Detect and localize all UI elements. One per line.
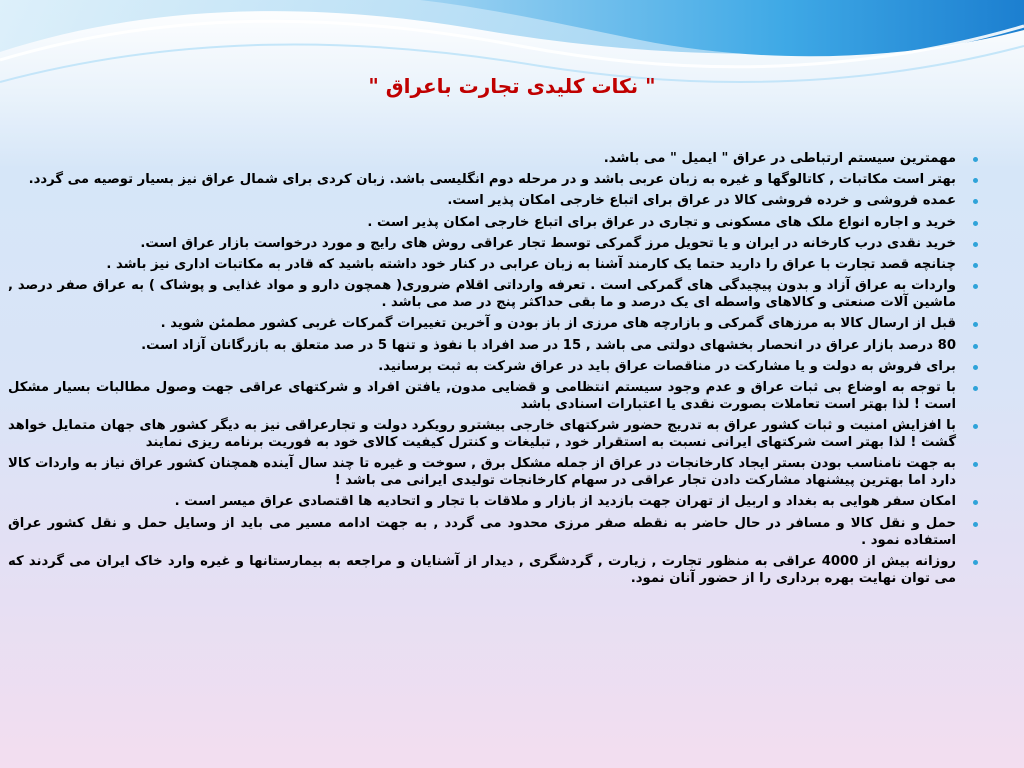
bullet-dot-icon bbox=[973, 462, 978, 467]
bullet-text: به جهت نامناسب بودن بستر ایجاد کارخانجات در عراق از جمله مشکل برق , سوخت و غیره تا چند سال آینده همچنان کشور عراق نیاز به واردات کالا دارد اما بهترین پیشنهاد مشارکت دادن تجار عراقی در سهام کارخانجات تولیدی ایرانی می باشد ! bbox=[8, 456, 956, 489]
bullet-item bbox=[8, 553, 982, 587]
bullet-text: قبل از ارسال کالا به مرزهای گمرکی و بازارچه های مرزی از باز بودن و آخرین تغییرات گمرکات غربی کشور مطمئن شوید . bbox=[160, 316, 956, 332]
bullet-dot-icon bbox=[973, 221, 978, 226]
bullet-text: امکان سفر هوایی به بغداد و اربیل از تهران جهت بازدید از بازار و ملاقات با تجار و اتحادیه ها اقتصادی عراق میسر است . bbox=[174, 494, 956, 510]
bullet-text: خرید و اجاره انواع ملک های مسکونی و تجاری در عراق برای اتباع خارجی امکان پذیر است . bbox=[367, 214, 956, 230]
bullet-dot-icon bbox=[973, 500, 978, 505]
bullet-text: چنانچه قصد تجارت با عراق را دارید حتما یک کارمند آشنا به زبان عرابی در کنار خود داشته باشید که قادر به مکاتبات اداری نیز باشد . bbox=[106, 256, 956, 272]
bullet-text: بهتر است مکاتبات , کاتالوگها و غیره به زبان عربی باشد و در مرحله دوم انگلیسی باشد. زبان کردی برای شمال عراق نیز بسیار توصیه می گردد. bbox=[28, 172, 956, 188]
bullet-text: حمل و نقل کالا و مسافر در حال حاضر به نقطه صفر مرزی محدود می گردد , به جهت ادامه مسیر می باید از وسایل حمل و نقل کشور عراق استفاده نمود . bbox=[8, 515, 956, 548]
bullet-text: برای فروش به دولت و یا مشارکت در مناقصات عراق باید در عراق شرکت به ثبت برسانید. bbox=[378, 358, 956, 374]
bullet-item bbox=[8, 235, 982, 252]
bullet-text: روزانه بیش از 4000 عراقی به منظور تجارت , زیارت , گردشگری , دیدار از آشنایان و مراجعه به بیمارستانها و غیره وارد خاک ایران می گردند که می توان نهایت بهره برداری را از حضور آنان نمود. bbox=[8, 553, 956, 586]
bullet-item bbox=[8, 192, 982, 209]
bullet-item bbox=[8, 277, 982, 311]
bullet-item bbox=[8, 515, 982, 549]
bullet-item bbox=[8, 417, 982, 451]
bullet-dot-icon bbox=[973, 157, 978, 162]
bullet-dot-icon bbox=[973, 424, 978, 429]
bullet-text: 80 درصد بازار عراق در انحصار بخشهای دولتی می باشد , 15 در صد افراد با نفوذ و تنها 5 در صد متعلق به بازرگانان آزاد است. bbox=[141, 337, 956, 353]
bullet-dot-icon bbox=[973, 263, 978, 268]
bullet-item bbox=[8, 379, 982, 413]
bullet-list bbox=[8, 150, 982, 587]
bullet-item bbox=[8, 358, 982, 375]
bullet-dot-icon bbox=[973, 365, 978, 370]
bullet-dot-icon bbox=[973, 522, 978, 527]
bullet-item bbox=[8, 256, 982, 273]
bullet-dot-icon bbox=[973, 344, 978, 349]
bullet-text: مهمترین سیستم ارتباطی در عراق " ایمیل " می باشد. bbox=[603, 151, 956, 166]
bullet-item bbox=[8, 150, 982, 167]
bullet-item bbox=[8, 455, 982, 489]
bullet-text: با توجه به اوضاع بی ثبات عراق و عدم وجود سیستم انتظامی و قضایی مدون, یافتن افراد و شرکتهای عراقی جهت وصول مطالبات بسیار مشکل است ! لذا بهتر است تعاملات بصورت نقدی یا اعتبارات اسنادی باشد bbox=[8, 379, 956, 412]
bullet-item bbox=[8, 493, 982, 510]
bullet-dot-icon bbox=[973, 178, 978, 183]
bullet-text: واردات به عراق آزاد و بدون پیچیدگی های گمرکی است . تعرفه وارداتی اقلام ضروری( همچون دارو و مواد غذایی و پوشاک ) به عراق صفر درصد , ماشین آلات صنعتی و کالاهای واسطه ای یک درصد و ما بقی حداکثر پنج در صد می باشد . bbox=[8, 278, 956, 311]
bullet-dot-icon bbox=[973, 199, 978, 204]
slide-content bbox=[8, 150, 982, 591]
bullet-dot-icon bbox=[973, 386, 978, 391]
bullet-dot-icon bbox=[973, 242, 978, 247]
bullet-text: خرید نقدی درب کارخانه در ایران و یا تحویل مرز گمرکی توسط تجار عراقی روش های رایج و مورد درخواست بازار عراق است. bbox=[140, 235, 956, 251]
bullet-item bbox=[8, 171, 982, 188]
bullet-dot-icon bbox=[973, 560, 978, 565]
bullet-dot-icon bbox=[973, 284, 978, 289]
bullet-dot-icon bbox=[973, 322, 978, 327]
header-wave-decoration bbox=[0, 0, 1024, 140]
bullet-item bbox=[8, 214, 982, 231]
bullet-text: با افزایش امنیت و ثبات کشور عراق به تدریج حضور شرکتهای خارجی بیشترو رویکرد دولت و تجارعراقی نیز به دیگر کشور های جهان متمایل خواهد گشت ! لذا بهتر است شرکتهای ایرانی نسبت به استقرار خود , تبلیغات و کنترل کیفیت کالای خود به فوریت برنامه ریزی نمایند bbox=[8, 418, 956, 451]
bullet-item bbox=[8, 315, 982, 332]
bullet-item bbox=[8, 337, 982, 354]
bullet-text: عمده فروشی و خرده فروشی کالا در عراق برای اتباع خارجی امکان پذیر است. bbox=[447, 193, 956, 209]
slide-title: " نکات کلیدی تجارت باعراق " bbox=[368, 74, 656, 98]
